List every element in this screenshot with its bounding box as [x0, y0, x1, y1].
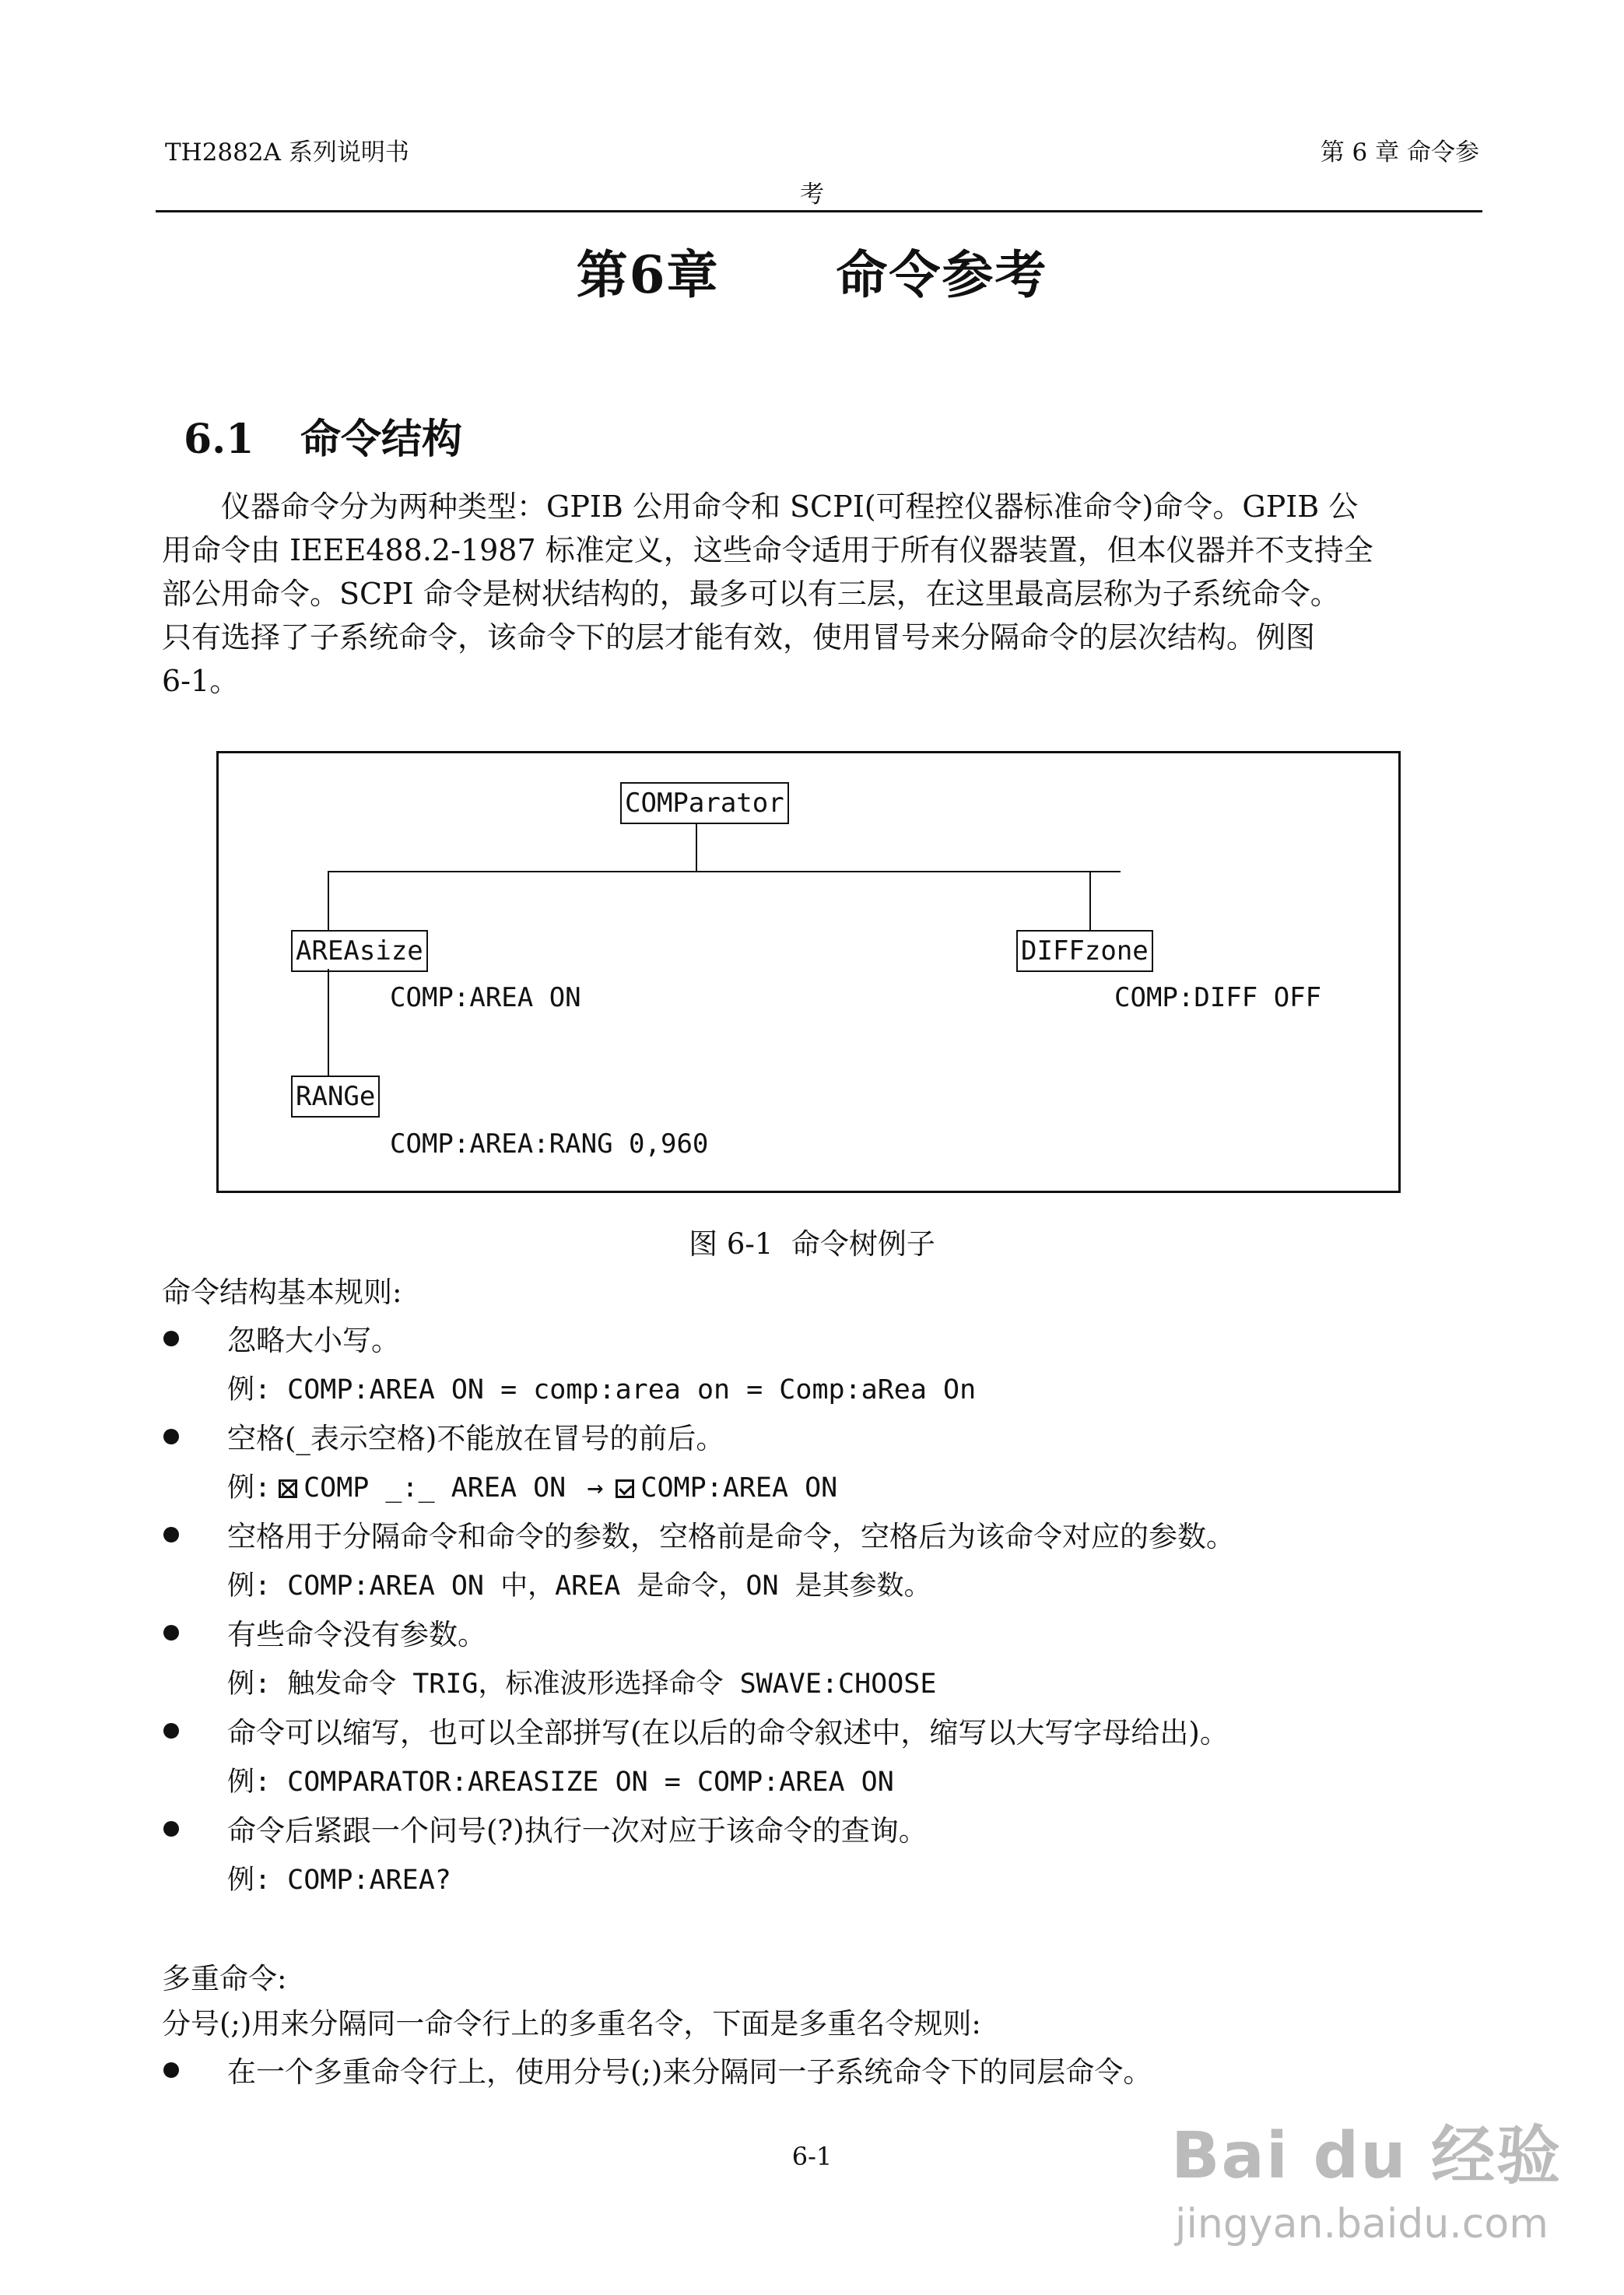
bullet-icon	[163, 1723, 179, 1739]
tree-node-left: AREAsize	[291, 930, 428, 972]
rule-example	[227, 1466, 837, 1505]
section-heading	[184, 406, 462, 465]
rule-example-right: COMP:AREA ON	[640, 1472, 838, 1504]
section-title: 命令结构	[300, 416, 463, 463]
header-rule	[156, 210, 1482, 212]
tree-connector	[328, 871, 1121, 872]
rule-example-prefix: 例:	[227, 1472, 272, 1504]
intro-line: 部公用命令。SCPI 命令是树状结构的，最多可以有三层，在这里最高层称为子系统命令。	[162, 577, 1340, 611]
rule-text: 空格(_表示空格)不能放在冒号的前后。	[227, 1422, 725, 1455]
multi-title: 多重命令:	[162, 1962, 287, 1995]
rule-text: 空格用于分隔命令和命令的参数，空格前是命令，空格后为该命令对应的参数。	[227, 1520, 1235, 1553]
tree-example-right: COMP:DIFF OFF	[1114, 982, 1322, 1013]
tree-node-right: DIFFzone	[1016, 930, 1153, 972]
rule-text: 命令可以缩写，也可以全部拼写(在以后的命令叙述中，缩写以大写字母给出)。	[227, 1716, 1229, 1749]
intro-line: 仪器命令分为两种类型：GPIB 公用命令和 SCPI(可程控仪器标准命令)命令。GPIB 公	[221, 490, 1359, 524]
multi-rule-text: 在一个多重命令行上，使用分号(;)来分隔同一子系统命令下的同层命令。	[227, 2055, 1152, 2089]
arrow-icon: →	[587, 1472, 604, 1504]
bullet-icon	[163, 1527, 179, 1542]
tree-node-root: COMParator	[620, 782, 789, 824]
intro-line: 用命令由 IEEE488.2-1987 标准定义，这些命令适用于所有仪器装置，但本仪器并不支持全	[162, 533, 1373, 567]
intro-line: 只有选择了子系统命令，该命令下的层才能有效，使用冒号来分隔命令的层次结构。例图	[162, 620, 1316, 654]
tree-connector	[328, 871, 329, 930]
rule-example: 例: COMP:AREA?	[227, 1865, 451, 1896]
rule-example: 例: COMP:AREA ON = comp:area on = Comp:aRea On	[227, 1374, 977, 1405]
bullet-icon	[163, 2062, 179, 2078]
rule-text: 忽略大小写。	[227, 1324, 400, 1357]
rule-text: 命令后紧跟一个问号(?)执行一次对应于该命令的查询。	[227, 1814, 928, 1848]
check-box-icon	[616, 1479, 634, 1498]
cross-box-icon	[279, 1479, 297, 1498]
rule-example: 例: COMP:AREA ON 中，AREA 是命令，ON 是其参数。	[227, 1570, 931, 1602]
intro-line: 6-1。	[162, 664, 240, 698]
rule-text: 有些命令没有参数。	[227, 1618, 486, 1651]
rule-example: 例: 触发命令 TRIG，标准波形选择命令 SWAVE:CHOOSE	[227, 1669, 937, 1700]
rule-example: 例: COMPARATOR:AREASIZE ON = COMP:AREA ON	[227, 1767, 894, 1798]
rule-example-wrong: COMP _:_ AREA ON	[303, 1472, 566, 1504]
header-left: TH2882A 系列说明书	[165, 139, 409, 167]
tree-example-left: COMP:AREA ON	[390, 982, 581, 1013]
tree-connector	[1089, 871, 1091, 930]
baidu-jingyan-logo: Bai du 经验	[1171, 2119, 1563, 2193]
multi-description: 分号(;)用来分隔同一命令行上的多重名令，下面是多重名令规则:	[162, 2007, 981, 2041]
figure-caption: 图 6-1 命令树例子	[689, 1227, 935, 1261]
tree-connector	[696, 823, 697, 871]
bullet-icon	[163, 1429, 179, 1444]
intro-paragraph	[162, 485, 1446, 703]
bullet-icon	[163, 1625, 179, 1641]
bullet-icon	[163, 1821, 179, 1837]
tree-node-sub: RANGe	[291, 1076, 380, 1118]
bullet-icon	[163, 1331, 179, 1346]
watermark-url: jingyan.baidu.com	[1175, 2201, 1549, 2248]
chapter-title: 第6章 命令参考	[576, 244, 1048, 305]
tree-example-sub: COMP:AREA:RANG 0,960	[390, 1128, 709, 1160]
header-right-wrap: 考	[800, 181, 824, 209]
command-tree-figure	[216, 751, 1401, 1193]
header-right: 第 6 章 命令参	[1320, 139, 1479, 167]
section-number: 6.1	[184, 416, 254, 463]
rules-title: 命令结构基本规则:	[162, 1276, 402, 1309]
tree-connector	[328, 969, 329, 1076]
page-number: 6-1	[791, 2142, 833, 2171]
